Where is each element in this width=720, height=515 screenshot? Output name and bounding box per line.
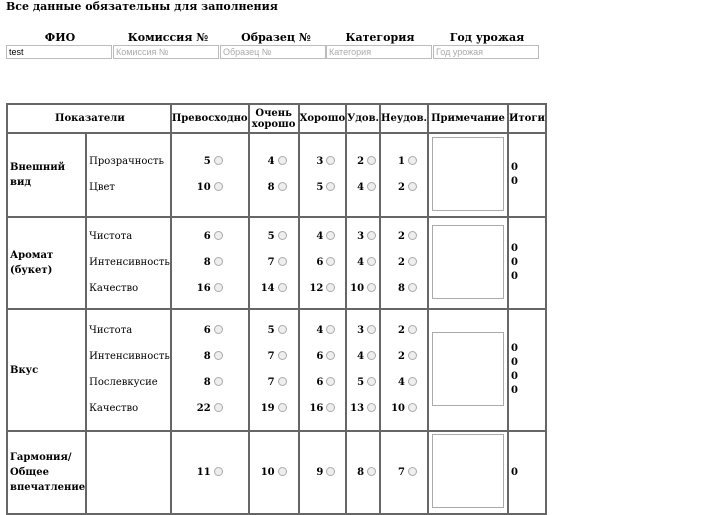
total-value: 0	[511, 357, 518, 368]
header-note: Примечание	[428, 104, 508, 133]
score-value: 12	[309, 283, 324, 294]
score-column-satisfactory	[346, 309, 380, 431]
score-value: 8	[267, 182, 275, 193]
score-radio[interactable]	[367, 351, 376, 360]
score-radio[interactable]	[326, 156, 335, 165]
score-option[interactable]	[250, 149, 298, 175]
score-value: 4	[316, 325, 324, 336]
sub-indicators	[86, 133, 171, 217]
score-value: 6	[203, 325, 211, 336]
score-option[interactable]	[347, 149, 379, 175]
score-radio[interactable]	[408, 377, 417, 386]
note-cell	[428, 133, 508, 217]
score-value: 5	[203, 156, 211, 167]
score-value: 8	[203, 377, 211, 388]
score-option[interactable]	[381, 396, 427, 422]
score-option[interactable]	[172, 396, 248, 422]
score-value: 22	[196, 403, 211, 414]
score-option[interactable]	[347, 396, 379, 422]
sub-indicator-label: Качество	[89, 403, 139, 414]
totals-cell	[508, 133, 546, 217]
score-column-very-good	[249, 217, 299, 309]
score-option[interactable]	[300, 318, 346, 344]
score-radio[interactable]	[326, 403, 335, 412]
score-value: 16	[309, 403, 324, 414]
score-option[interactable]	[300, 460, 346, 486]
header-excellent: Превосходно	[171, 104, 249, 133]
score-radio[interactable]	[214, 403, 223, 412]
group-row-aroma	[7, 217, 546, 309]
score-radio[interactable]	[367, 377, 376, 386]
score-option[interactable]	[381, 318, 427, 344]
sub-indicator-label: Качество	[89, 283, 139, 294]
score-radio[interactable]	[214, 182, 223, 191]
score-value: 10	[196, 182, 211, 193]
group-name: Гармония/Общее впечатление	[7, 431, 86, 514]
score-radio[interactable]	[408, 283, 417, 292]
score-radio[interactable]	[214, 156, 223, 165]
score-option[interactable]	[300, 250, 346, 276]
score-value: 4	[398, 377, 405, 388]
score-option[interactable]	[172, 175, 248, 201]
score-option[interactable]	[172, 460, 248, 486]
score-radio[interactable]	[278, 325, 287, 334]
score-option[interactable]	[381, 344, 427, 370]
score-radio[interactable]	[278, 351, 287, 360]
score-value: 5	[267, 325, 275, 336]
score-option[interactable]	[172, 318, 248, 344]
total-value: 0	[511, 371, 518, 382]
score-value: 4	[316, 231, 324, 242]
score-value: 2	[398, 325, 405, 336]
score-value: 8	[398, 283, 405, 294]
score-column-excellent	[171, 133, 249, 217]
score-column-excellent	[171, 217, 249, 309]
score-option[interactable]	[172, 250, 248, 276]
sample-label: Образец №	[241, 31, 311, 44]
score-radio[interactable]	[214, 351, 223, 360]
score-option[interactable]	[250, 175, 298, 201]
score-value: 4	[357, 351, 365, 362]
score-option[interactable]	[381, 175, 427, 201]
fio-label: ФИО	[44, 31, 76, 44]
group-name: Аромат (букет)	[7, 217, 86, 309]
score-radio[interactable]	[278, 377, 287, 386]
sub-indicator-label: Чистота	[89, 325, 133, 336]
score-radio[interactable]	[278, 156, 287, 165]
score-value: 8	[203, 257, 211, 268]
totals-cell	[508, 309, 546, 431]
score-value: 2	[398, 231, 405, 242]
score-radio[interactable]	[367, 467, 376, 476]
score-column-very-good	[249, 309, 299, 431]
sub-indicator-label: Прозрачность	[89, 156, 164, 167]
score-radio[interactable]	[367, 283, 376, 292]
score-radio[interactable]	[408, 231, 417, 240]
sub-indicator-label: Послевкусие	[89, 377, 158, 388]
note-textarea[interactable]	[432, 332, 504, 406]
score-option[interactable]	[347, 370, 379, 396]
score-column-very-good	[249, 431, 299, 514]
category-label: Категория	[345, 31, 415, 44]
score-option[interactable]	[250, 224, 298, 250]
score-radio[interactable]	[408, 467, 417, 476]
sub-indicator-label	[87, 460, 170, 486]
score-column-unsatisfactory	[380, 431, 428, 514]
score-option[interactable]	[381, 276, 427, 302]
table-header-row	[7, 104, 546, 133]
score-value: 8	[203, 351, 211, 362]
score-column-good	[299, 217, 347, 309]
score-column-good	[299, 133, 347, 217]
header-indicators: Показатели	[7, 104, 171, 133]
score-value: 10	[350, 283, 365, 294]
score-option[interactable]	[172, 224, 248, 250]
score-column-unsatisfactory	[380, 133, 428, 217]
score-option[interactable]	[300, 344, 346, 370]
required-fields-notice: Все данные обязательны для заполнения	[6, 0, 278, 13]
score-option[interactable]	[347, 460, 379, 486]
score-option[interactable]	[347, 344, 379, 370]
score-radio[interactable]	[367, 231, 376, 240]
header-unsatisfactory: Неудов.	[380, 104, 428, 133]
sub-indicators	[86, 309, 171, 431]
score-option[interactable]	[381, 370, 427, 396]
total-value: 0	[511, 243, 518, 254]
score-option[interactable]	[300, 149, 346, 175]
scoring-table	[6, 103, 547, 515]
score-radio[interactable]	[214, 467, 223, 476]
score-value: 6	[203, 231, 211, 242]
score-option[interactable]	[250, 396, 298, 422]
header-satisfactory: Удов.	[346, 104, 380, 133]
score-value: 5	[357, 377, 365, 388]
score-value: 4	[357, 257, 365, 268]
note-textarea[interactable]	[432, 137, 504, 211]
score-option[interactable]	[172, 149, 248, 175]
score-column-good	[299, 309, 347, 431]
total-value: 0	[511, 176, 518, 187]
score-radio[interactable]	[278, 182, 287, 191]
score-value: 10	[260, 466, 275, 478]
score-value: 19	[260, 403, 275, 414]
note-cell	[428, 431, 508, 514]
score-radio[interactable]	[326, 377, 335, 386]
score-option[interactable]	[381, 149, 427, 175]
score-value: 6	[316, 257, 324, 268]
score-value: 7	[267, 257, 275, 268]
score-radio[interactable]	[278, 231, 287, 240]
score-value: 5	[316, 182, 324, 193]
score-radio[interactable]	[278, 257, 287, 266]
group-name: Внешний вид	[7, 133, 86, 217]
score-radio[interactable]	[326, 231, 335, 240]
score-radio[interactable]	[326, 351, 335, 360]
score-radio[interactable]	[214, 257, 223, 266]
score-radio[interactable]	[326, 182, 335, 191]
score-column-unsatisfactory	[380, 217, 428, 309]
score-option[interactable]	[381, 224, 427, 250]
score-radio[interactable]	[367, 403, 376, 412]
note-textarea[interactable]	[432, 225, 504, 299]
score-radio[interactable]	[326, 325, 335, 334]
score-option[interactable]	[347, 276, 379, 302]
score-radio[interactable]	[367, 156, 376, 165]
score-radio[interactable]	[278, 403, 287, 412]
note-cell	[428, 217, 508, 309]
group-name: Вкус	[7, 309, 86, 431]
header-totals: Итоги	[508, 104, 546, 133]
score-value: 1	[398, 156, 405, 167]
sub-indicators	[86, 431, 171, 514]
score-option[interactable]	[300, 175, 346, 201]
category-input[interactable]	[326, 45, 432, 59]
score-value: 6	[316, 377, 324, 388]
score-option[interactable]	[300, 276, 346, 302]
total-value: 0	[511, 271, 518, 282]
score-radio[interactable]	[408, 156, 417, 165]
score-radio[interactable]	[278, 283, 287, 292]
score-option[interactable]	[347, 250, 379, 276]
score-column-satisfactory	[346, 133, 380, 217]
score-column-satisfactory	[346, 217, 380, 309]
total-value: 0	[511, 466, 518, 478]
group-row-appearance	[7, 133, 546, 217]
score-value: 7	[267, 377, 275, 388]
score-value: 16	[196, 283, 211, 294]
score-value: 8	[357, 466, 365, 478]
harvest-year-label: Год урожая	[449, 31, 525, 44]
score-value: 4	[267, 156, 275, 167]
sample-input[interactable]	[220, 45, 326, 59]
score-radio[interactable]	[408, 403, 417, 412]
score-value: 10	[391, 403, 405, 414]
header-good: Хорошо	[299, 104, 347, 133]
score-value: 2	[398, 257, 405, 268]
score-option[interactable]	[250, 460, 298, 486]
score-radio[interactable]	[408, 351, 417, 360]
score-value: 7	[267, 351, 275, 362]
score-column-very-good	[249, 133, 299, 217]
score-value: 4	[357, 182, 365, 193]
total-value: 0	[511, 257, 518, 268]
sub-indicator-label: Цвет	[89, 182, 115, 193]
score-value: 2	[398, 182, 405, 193]
score-value: 7	[398, 466, 405, 478]
score-value: 13	[350, 403, 365, 414]
score-radio[interactable]	[214, 231, 223, 240]
score-radio[interactable]	[326, 467, 335, 476]
score-radio[interactable]	[367, 257, 376, 266]
score-value: 3	[357, 231, 365, 242]
sub-indicator-label: Чистота	[89, 231, 133, 242]
score-option[interactable]	[300, 370, 346, 396]
score-radio[interactable]	[367, 182, 376, 191]
score-option[interactable]	[300, 224, 346, 250]
commission-input[interactable]	[113, 45, 219, 59]
note-cell	[428, 309, 508, 431]
harvest-year-input[interactable]	[433, 45, 539, 59]
totals-cell	[508, 431, 546, 514]
header-very-good: Очень хорошо	[249, 104, 299, 133]
score-radio[interactable]	[326, 257, 335, 266]
score-radio[interactable]	[214, 377, 223, 386]
score-option[interactable]	[347, 224, 379, 250]
score-radio[interactable]	[408, 257, 417, 266]
score-radio[interactable]	[408, 182, 417, 191]
commission-label: Комиссия №	[127, 31, 209, 44]
score-value: 3	[316, 156, 324, 167]
score-value: 9	[316, 466, 324, 478]
score-option[interactable]	[347, 175, 379, 201]
score-option[interactable]	[250, 318, 298, 344]
score-option[interactable]	[172, 276, 248, 302]
total-value: 0	[511, 343, 518, 354]
total-value: 0	[511, 162, 518, 173]
score-option[interactable]	[250, 344, 298, 370]
group-row-harmony	[7, 431, 546, 514]
score-value: 11	[196, 466, 211, 478]
score-option[interactable]	[250, 250, 298, 276]
score-radio[interactable]	[408, 325, 417, 334]
sub-indicator-label: Интенсивность	[89, 351, 170, 362]
note-textarea[interactable]	[432, 434, 504, 508]
sub-indicators	[86, 217, 171, 309]
score-column-satisfactory	[346, 431, 380, 514]
score-column-good	[299, 431, 347, 514]
score-radio[interactable]	[367, 325, 376, 334]
score-value: 14	[260, 283, 275, 294]
score-option[interactable]	[381, 250, 427, 276]
totals-cell	[508, 217, 546, 309]
score-option[interactable]	[172, 370, 248, 396]
score-value: 2	[357, 156, 365, 167]
score-value: 6	[316, 351, 324, 362]
score-value: 5	[267, 231, 275, 242]
score-radio[interactable]	[214, 325, 223, 334]
score-option[interactable]	[250, 276, 298, 302]
group-row-taste	[7, 309, 546, 431]
score-column-unsatisfactory	[380, 309, 428, 431]
score-column-excellent	[171, 309, 249, 431]
sub-indicator-label: Интенсивность	[89, 257, 170, 268]
score-option[interactable]	[347, 318, 379, 344]
score-radio[interactable]	[326, 283, 335, 292]
score-column-excellent	[171, 431, 249, 514]
score-value: 2	[398, 351, 405, 362]
score-radio[interactable]	[214, 283, 223, 292]
score-option[interactable]	[300, 396, 346, 422]
score-value: 3	[357, 325, 365, 336]
score-radio[interactable]	[278, 467, 287, 476]
score-option[interactable]	[381, 460, 427, 486]
fio-input[interactable]	[6, 45, 112, 59]
total-value: 0	[511, 385, 518, 396]
score-option[interactable]	[250, 370, 298, 396]
score-option[interactable]	[172, 344, 248, 370]
